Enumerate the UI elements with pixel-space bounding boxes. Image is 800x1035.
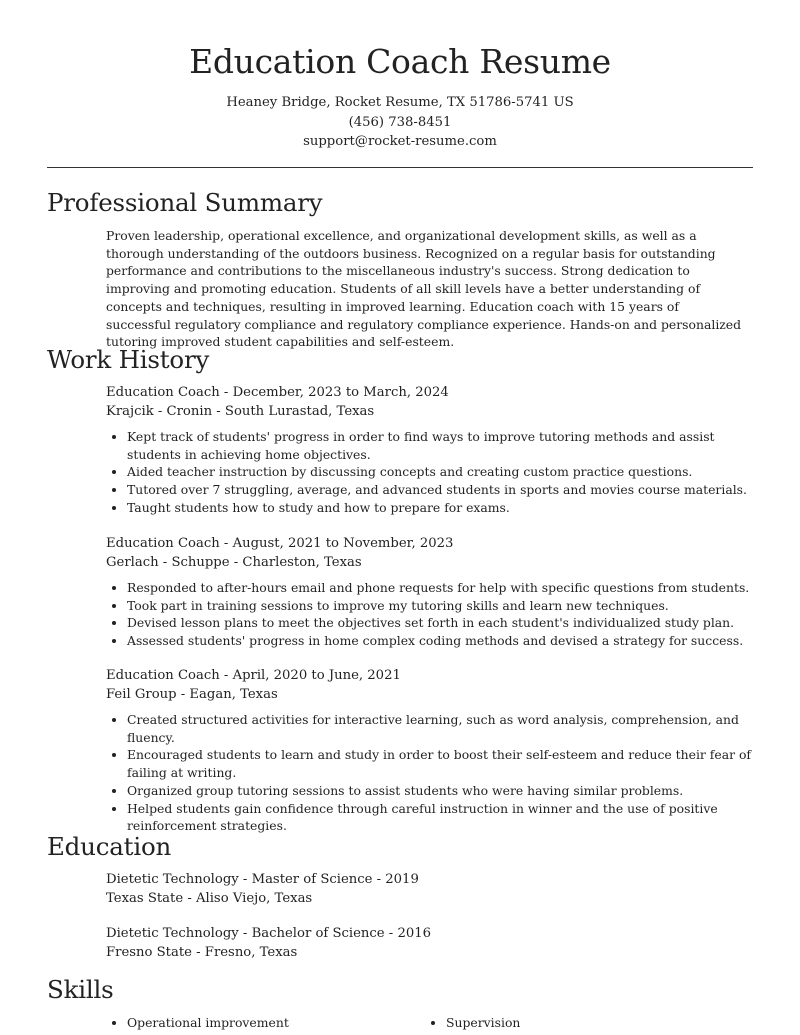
skill-item: • Operational improvement [127,1014,289,1032]
job-bullets [106,579,756,650]
contact-phone: (456) 738-8451 [348,114,452,130]
skills-column [127,1014,289,1032]
list-item: • Aided teacher instruction by discussing concepts and creating custom practice questions. [127,463,756,481]
job-bullets [106,428,756,517]
job-company-line: Krajcik - Cronin - South Lurastad, Texas [106,404,375,419]
skill-item: • Supervision [446,1014,520,1032]
job-title-line: Education Coach - August, 2021 to November, 2023 [106,536,454,551]
list-item: • Created structured activities for interactive learning, such as word analysis, comprehension, and fluency. [127,711,756,746]
resume-title: Education Coach Resume [189,42,611,81]
job-title-line: Education Coach - December, 2023 to March, 2024 [106,385,449,400]
list-item: • Took part in training sessions to improve my tutoring skills and learn new techniques. [127,597,756,615]
section-heading-summary: Professional Summary [47,188,323,217]
contact-info [0,93,800,152]
job-company-line: Gerlach - Schuppe - Charleston, Texas [106,555,362,570]
list-item: • Organized group tutoring sessions to assist students who were having similar problems. [127,782,756,800]
header-divider [47,167,753,168]
school-line: Fresno State - Fresno, Texas [106,945,298,960]
contact-email: support@rocket-resume.com [303,134,497,149]
list-item: • Taught students how to study and how to prepare for exams. [127,499,756,517]
education-entry [106,870,756,908]
skills-list [106,1014,756,1035]
list-item: • Helped students gain confidence through careful instruction in winner and the use of positive reinforcement strategies. [127,800,756,835]
job-entry [106,534,756,650]
school-line: Texas State - Aliso Viejo, Texas [106,891,313,906]
job-bullets [106,711,756,835]
list-item: • Kept track of students' progress in order to find ways to improve tutoring methods and assist students in achieving home objectives. [127,428,756,463]
education-entry [106,924,756,962]
degree-line: Dietetic Technology - Master of Science - 2019 [106,872,419,887]
section-heading-work-history: Work History [47,345,210,374]
list-item: • Responded to after-hours email and phone requests for help with specific questions from students. [127,579,756,597]
skills-column [446,1014,520,1032]
list-item: • Encouraged students to learn and study in order to boost their self-esteem and reduce their fear of failing at writing. [127,746,756,781]
section-heading-education: Education [47,832,172,861]
degree-line: Dietetic Technology - Bachelor of Science - 2016 [106,926,431,941]
list-item: • Assessed students' progress in home complex coding methods and devised a strategy for success. [127,632,756,650]
job-title-line: Education Coach - April, 2020 to June, 2021 [106,668,401,683]
job-entry [106,666,756,835]
list-item: • Devised lesson plans to meet the objectives set forth in each student's individualized study plan. [127,614,756,632]
summary-text: Proven leadership, operational excellence, and organizational development skills, as well as a thorough understanding of the outdoors business. Recognized on a regular basis for outstanding performance and contributions to the miscellaneous industry's success. Strong dedication to improving and promoting education. Students of all skill levels have a better understanding of concepts and techniques, resulting in improved learning. Education coach with 15 years of successful regulatory compliance and regulatory compliance experience. Hands-on and personalized tutoring improved student capabilities and self-esteem. [106,228,742,350]
list-item: • Tutored over 7 struggling, average, and advanced students in sports and movies course materials. [127,481,756,499]
section-heading-skills: Skills [47,975,114,1004]
job-entry [106,383,756,517]
job-company-line: Feil Group - Eagan, Texas [106,687,278,702]
contact-address: Heaney Bridge, Rocket Resume, TX 51786-5741 US [226,95,574,110]
